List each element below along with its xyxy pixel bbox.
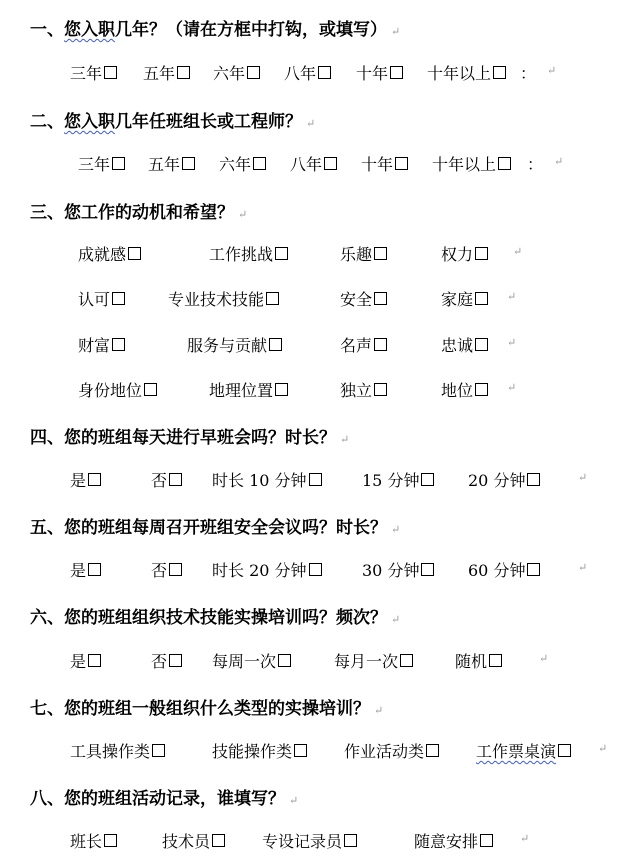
checkbox[interactable] xyxy=(475,292,488,305)
option-label: 地位 xyxy=(441,381,474,400)
option-label: 工作挑战 xyxy=(209,245,274,264)
question-text-underlined: 您入职 xyxy=(64,112,115,132)
checkbox[interactable] xyxy=(112,338,125,351)
option-label: 时长 10 分钟 xyxy=(212,471,307,490)
option-label: 否 xyxy=(151,561,168,580)
paragraph-mark-icon: ↵ xyxy=(507,290,517,303)
option-label: 作业活动类 xyxy=(344,742,425,761)
option-2-1-1[interactable] xyxy=(78,152,125,175)
option-3-1-1[interactable] xyxy=(78,242,141,265)
option-row xyxy=(0,61,636,83)
checkbox[interactable] xyxy=(169,473,182,486)
question-number: 七、 xyxy=(30,699,64,719)
option-label: 忠诚 xyxy=(441,336,474,355)
option-label: 是 xyxy=(70,652,87,671)
question-title xyxy=(30,603,400,628)
option-row xyxy=(0,152,636,174)
checkbox[interactable] xyxy=(309,473,322,486)
option-label: 认可 xyxy=(78,290,111,309)
checkbox[interactable] xyxy=(294,744,307,757)
checkbox[interactable] xyxy=(395,157,408,170)
question-number: 二、 xyxy=(30,112,64,132)
question-text: 您的班组每周召开班组安全会议吗？时长？ xyxy=(64,518,387,538)
paragraph-mark-icon: ↵ xyxy=(340,433,350,446)
option-5-1-5[interactable] xyxy=(468,558,540,581)
option-label: 成就感 xyxy=(78,245,127,264)
option-label: 乐趣 xyxy=(340,245,373,264)
option-label: 专业技术技能 xyxy=(168,290,265,309)
option-2-1-6[interactable] xyxy=(432,152,511,175)
question-text: 几年任班组长或工程师？ xyxy=(115,112,302,132)
option-6-1-2[interactable] xyxy=(151,649,182,672)
option-2-1-2[interactable] xyxy=(148,152,195,175)
paragraph-mark-icon: ↵ xyxy=(391,523,401,536)
option-3-4-1[interactable] xyxy=(78,378,157,401)
checkbox[interactable] xyxy=(344,834,357,847)
option-3-3-2[interactable] xyxy=(187,333,282,356)
question-title xyxy=(30,107,315,132)
question-number: 四、 xyxy=(30,428,64,448)
question-text: 您的班组一般组织什么类型的实操培训？ xyxy=(64,699,370,719)
option-4-1-1[interactable] xyxy=(70,468,101,491)
paragraph-mark-icon: ↵ xyxy=(539,652,549,665)
option-label: 财富 xyxy=(78,336,111,355)
paragraph-mark-icon: ↵ xyxy=(578,561,588,574)
checkbox[interactable] xyxy=(169,654,182,667)
option-label: 十年 xyxy=(356,64,389,83)
checkbox[interactable] xyxy=(177,66,190,79)
checkbox[interactable] xyxy=(374,338,387,351)
option-row xyxy=(0,378,636,400)
question-number: 八、 xyxy=(30,789,64,809)
option-label: 每月一次 xyxy=(334,652,399,671)
paragraph-mark-icon: ↵ xyxy=(578,471,588,484)
option-7-1-2[interactable] xyxy=(212,739,307,762)
paragraph-mark-icon: ↵ xyxy=(238,208,248,221)
checkbox[interactable] xyxy=(475,338,488,351)
checkbox[interactable] xyxy=(247,66,260,79)
option-label: 十年以上 xyxy=(432,155,497,174)
option-row xyxy=(0,242,636,264)
checkbox[interactable] xyxy=(475,383,488,396)
option-row xyxy=(0,649,636,671)
option-label: 服务与贡献 xyxy=(187,336,268,355)
checkbox[interactable] xyxy=(400,654,413,667)
option-label: 名声 xyxy=(340,336,373,355)
option-label: 三年 xyxy=(70,64,103,83)
paragraph-mark-icon: ↵ xyxy=(391,613,401,626)
option-label: 是 xyxy=(70,471,87,490)
option-1-1-1[interactable] xyxy=(70,61,117,84)
checkbox[interactable] xyxy=(112,157,125,170)
option-7-1-1[interactable] xyxy=(70,739,165,762)
paragraph-mark-icon: ↵ xyxy=(374,704,384,717)
checkbox[interactable] xyxy=(527,563,540,576)
option-3-3-4[interactable] xyxy=(441,333,488,356)
option-label: 十年以上 xyxy=(427,64,492,83)
option-1-1-2[interactable] xyxy=(143,61,190,84)
checkbox[interactable] xyxy=(309,563,322,576)
paragraph-mark-icon: ↵ xyxy=(554,155,564,168)
checkbox[interactable] xyxy=(493,66,506,79)
option-label: 随意安排 xyxy=(414,832,479,851)
checkbox[interactable] xyxy=(558,744,571,757)
option-5-1-4[interactable] xyxy=(362,558,434,581)
option-label: 是 xyxy=(70,561,87,580)
question-text: 您的班组组织技术技能实操培训吗？频次？ xyxy=(64,608,387,628)
option-label: 每周一次 xyxy=(212,652,277,671)
option-3-2-1[interactable] xyxy=(78,287,125,310)
question-number: 一、 xyxy=(30,20,64,40)
option-7-1-4[interactable] xyxy=(476,739,571,762)
question-text: 您工作的动机和希望？ xyxy=(64,203,234,223)
checkbox[interactable] xyxy=(104,834,117,847)
option-label: 时长 20 分钟 xyxy=(212,561,307,580)
checkbox[interactable] xyxy=(253,157,266,170)
option-label: 否 xyxy=(151,471,168,490)
option-8-1-3[interactable] xyxy=(262,829,357,852)
checkbox[interactable] xyxy=(88,654,101,667)
option-5-1-3[interactable] xyxy=(212,558,322,581)
option-label: 六年 xyxy=(213,64,246,83)
checkbox[interactable] xyxy=(489,654,502,667)
option-label: 工作票桌演 xyxy=(476,742,557,761)
checkbox[interactable] xyxy=(275,247,288,260)
option-label: 15 分钟 xyxy=(362,471,420,490)
option-3-4-4[interactable] xyxy=(441,378,488,401)
option-label: 独立 xyxy=(340,381,373,400)
option-2-1-5[interactable] xyxy=(361,152,408,175)
checkbox[interactable] xyxy=(480,834,493,847)
checkbox[interactable] xyxy=(278,654,291,667)
question-title xyxy=(30,513,400,538)
option-label: 权力 xyxy=(441,245,474,264)
option-row xyxy=(0,558,636,580)
option-1-1-4[interactable] xyxy=(284,61,331,84)
checkbox[interactable] xyxy=(390,66,403,79)
checkbox[interactable] xyxy=(475,247,488,260)
option-row xyxy=(0,829,636,851)
option-3-4-2[interactable] xyxy=(209,378,288,401)
option-row xyxy=(0,468,636,490)
option-label: 八年 xyxy=(284,64,317,83)
paragraph-mark-icon: ↵ xyxy=(513,245,523,258)
question-number: 三、 xyxy=(30,203,64,223)
checkbox[interactable] xyxy=(527,473,540,486)
checkbox[interactable] xyxy=(426,744,439,757)
option-row xyxy=(0,333,636,355)
option-label: 十年 xyxy=(361,155,394,174)
paragraph-mark-icon: ↵ xyxy=(306,117,316,130)
option-2-1-4[interactable] xyxy=(290,152,337,175)
checkbox[interactable] xyxy=(421,473,434,486)
option-6-1-5[interactable] xyxy=(455,649,502,672)
question-text: 您的班组每天进行早班会吗？时长？ xyxy=(64,428,336,448)
checkbox[interactable] xyxy=(374,292,387,305)
option-label: 三年 xyxy=(78,155,111,174)
option-1-1-5[interactable] xyxy=(356,61,403,84)
option-label: 技能操作类 xyxy=(212,742,293,761)
paragraph-mark-icon: ↵ xyxy=(598,742,608,755)
question-title xyxy=(30,784,298,809)
option-3-1-3[interactable] xyxy=(340,242,387,265)
checkbox[interactable] xyxy=(212,834,225,847)
option-label: 五年 xyxy=(143,64,176,83)
option-3-2-4[interactable] xyxy=(441,287,488,310)
option-2-1-3[interactable] xyxy=(219,152,266,175)
paragraph-mark-icon: ↵ xyxy=(391,25,401,38)
option-label: 30 分钟 xyxy=(362,561,420,580)
option-6-1-3[interactable] xyxy=(212,649,291,672)
option-label: 身份地位 xyxy=(78,381,143,400)
question-number: 五、 xyxy=(30,518,64,538)
option-6-1-4[interactable] xyxy=(334,649,413,672)
checkbox[interactable] xyxy=(144,383,157,396)
fill-in-colon: ： xyxy=(527,155,544,174)
checkbox[interactable] xyxy=(269,338,282,351)
option-label: 20 分钟 xyxy=(468,471,526,490)
option-3-3-1[interactable] xyxy=(78,333,125,356)
checkbox[interactable] xyxy=(112,292,125,305)
option-4-1-5[interactable] xyxy=(468,468,540,491)
option-row xyxy=(0,739,636,761)
question-title xyxy=(30,423,349,448)
paragraph-mark-icon: ↵ xyxy=(520,832,530,845)
option-label: 60 分钟 xyxy=(468,561,526,580)
option-4-1-2[interactable] xyxy=(151,468,182,491)
checkbox[interactable] xyxy=(88,473,101,486)
checkbox[interactable] xyxy=(318,66,331,79)
option-3-4-3[interactable] xyxy=(340,378,387,401)
option-3-2-3[interactable] xyxy=(340,287,387,310)
checkbox[interactable] xyxy=(374,383,387,396)
option-6-1-1[interactable] xyxy=(70,649,101,672)
option-label: 五年 xyxy=(148,155,181,174)
question-text: 几年？（请在方框中打钩，或填写） xyxy=(115,20,387,40)
option-3-1-2[interactable] xyxy=(209,242,288,265)
option-label: 工具操作类 xyxy=(70,742,151,761)
option-label: 六年 xyxy=(219,155,252,174)
paragraph-mark-icon: ↵ xyxy=(507,336,517,349)
option-row xyxy=(0,287,636,309)
checkbox[interactable] xyxy=(266,292,279,305)
checkbox[interactable] xyxy=(128,247,141,260)
option-4-1-3[interactable] xyxy=(212,468,322,491)
option-4-1-4[interactable] xyxy=(362,468,434,491)
checkbox[interactable] xyxy=(275,383,288,396)
checkbox[interactable] xyxy=(374,247,387,260)
option-1-1-3[interactable] xyxy=(213,61,260,84)
question-text-underlined: 您入职 xyxy=(64,20,115,40)
paragraph-mark-icon: ↵ xyxy=(547,64,557,77)
question-title xyxy=(30,15,400,40)
checkbox[interactable] xyxy=(498,157,511,170)
option-label: 班长 xyxy=(70,832,103,851)
option-8-1-2[interactable] xyxy=(162,829,225,852)
paragraph-mark-icon: ↵ xyxy=(507,381,517,394)
checkbox[interactable] xyxy=(104,66,117,79)
option-label: 专设记录员 xyxy=(262,832,343,851)
option-label: 家庭 xyxy=(441,290,474,309)
option-8-1-4[interactable] xyxy=(414,829,493,852)
option-3-2-2[interactable] xyxy=(168,287,279,310)
option-3-3-3[interactable] xyxy=(340,333,387,356)
option-label: 否 xyxy=(151,652,168,671)
option-label: 地理位置 xyxy=(209,381,274,400)
checkbox[interactable] xyxy=(169,563,182,576)
option-7-1-3[interactable] xyxy=(344,739,439,762)
checkbox[interactable] xyxy=(421,563,434,576)
fill-in-colon: ： xyxy=(520,64,537,83)
option-3-1-4[interactable] xyxy=(441,242,488,265)
option-1-1-6[interactable] xyxy=(427,61,506,84)
checkbox[interactable] xyxy=(88,563,101,576)
question-number: 六、 xyxy=(30,608,64,628)
question-title xyxy=(30,198,247,223)
option-label: 随机 xyxy=(455,652,488,671)
paragraph-mark-icon: ↵ xyxy=(289,794,299,807)
option-5-1-1[interactable] xyxy=(70,558,101,581)
checkbox[interactable] xyxy=(182,157,195,170)
checkbox[interactable] xyxy=(324,157,337,170)
checkbox[interactable] xyxy=(152,744,165,757)
question-text: 您的班组活动记录，谁填写？ xyxy=(64,789,285,809)
option-8-1-1[interactable] xyxy=(70,829,117,852)
option-label: 技术员 xyxy=(162,832,211,851)
option-label: 安全 xyxy=(340,290,373,309)
question-title xyxy=(30,694,383,719)
option-5-1-2[interactable] xyxy=(151,558,182,581)
option-label: 八年 xyxy=(290,155,323,174)
